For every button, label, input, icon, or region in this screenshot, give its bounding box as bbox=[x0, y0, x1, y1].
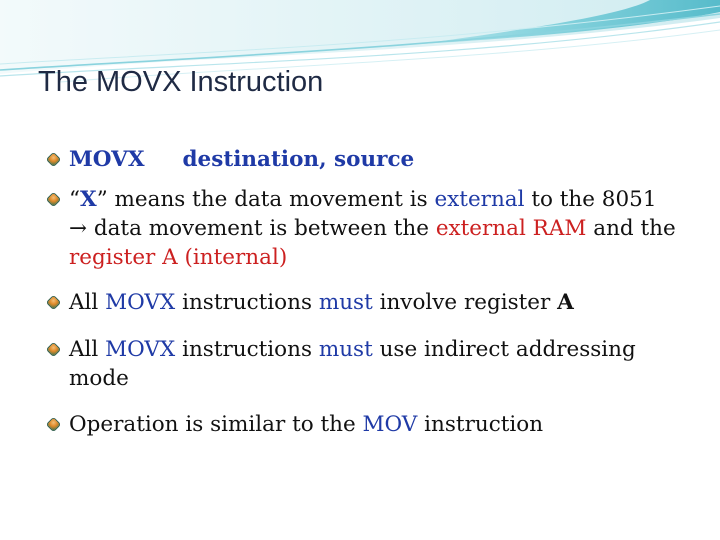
register-a-letter: A bbox=[557, 290, 574, 315]
movx-keyword: MOVX bbox=[69, 147, 145, 172]
text: instructions bbox=[175, 290, 319, 315]
open-quote: “ bbox=[69, 187, 80, 212]
register-a-text: register A bbox=[69, 245, 178, 270]
text: Operation is similar to the bbox=[69, 412, 363, 437]
text: instructions bbox=[175, 337, 319, 362]
bullet-indirect bbox=[48, 335, 698, 393]
text: ” means the data movement is bbox=[96, 187, 435, 212]
text: → data movement is between the bbox=[69, 216, 436, 241]
text: use indirect addressing mode bbox=[69, 337, 636, 391]
bullet-x-meaning bbox=[48, 185, 698, 272]
internal-text: (internal) bbox=[184, 245, 288, 270]
text: All bbox=[69, 337, 106, 362]
external-text: external bbox=[434, 187, 525, 212]
external-ram-text: external RAM bbox=[435, 216, 587, 241]
text: involve register bbox=[372, 290, 558, 315]
bullet-icon bbox=[47, 193, 60, 206]
bullet-icon bbox=[47, 296, 60, 309]
movx-text: MOVX bbox=[105, 337, 176, 362]
must-text: must bbox=[318, 290, 373, 315]
text: and the bbox=[586, 216, 676, 241]
text: All bbox=[69, 290, 106, 315]
bullet-icon bbox=[47, 153, 60, 166]
bullet-icon bbox=[47, 343, 60, 356]
bullet-operation bbox=[48, 410, 698, 439]
text: instruction bbox=[417, 412, 544, 437]
mov-text: MOV bbox=[362, 412, 418, 437]
bullet-syntax bbox=[48, 145, 698, 174]
movx-operands: destination, source bbox=[182, 147, 415, 172]
text: to the 8051 bbox=[524, 187, 657, 212]
movx-text: MOVX bbox=[105, 290, 176, 315]
must-text: must bbox=[318, 337, 373, 362]
bullet-icon bbox=[47, 418, 60, 431]
slide-title: The MOVX Instruction bbox=[38, 66, 324, 98]
x-letter: X bbox=[80, 187, 97, 212]
bullet-list bbox=[48, 140, 698, 439]
bullet-register-a bbox=[48, 288, 698, 317]
